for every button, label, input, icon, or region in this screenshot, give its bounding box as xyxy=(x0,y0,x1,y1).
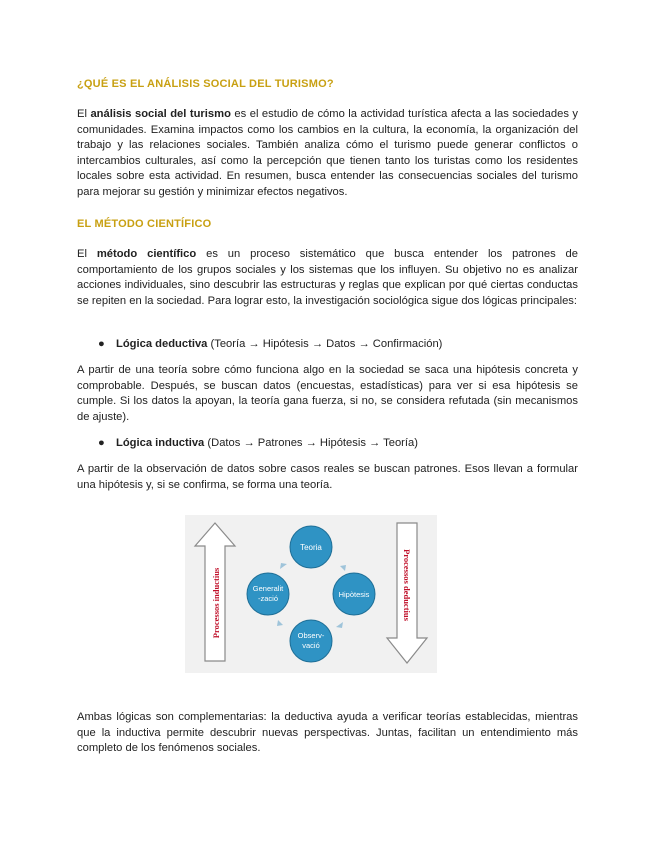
paragraph-text: es un proceso sistemático que busca entender los patrones de comportamiento de los grupos sociales y los sistemas que los influyen. Su objetivo no es analizar acciones individuales, sino descubrir las estructuras y reglas que explican por qué ciertas conductas se repiten en la sociedad. Para lograr esto, la investigación sociológica sigue dos lógicas principales: xyxy=(77,248,578,307)
cycle-arrow-icon xyxy=(277,620,283,626)
bullet-text: (Datos → Patrones → Hipótesis → Teoría) xyxy=(204,437,418,449)
node-generalitzacio xyxy=(247,573,289,615)
section-heading-analisis-social: ¿QUÉ ES EL ANÁLISIS SOCIAL DEL TURISMO? xyxy=(77,78,334,90)
bold-term: método científico xyxy=(96,248,197,260)
node-observacio xyxy=(290,620,332,662)
bold-term: análisis social del turismo xyxy=(90,108,231,120)
bullet-title: Lógica deductiva xyxy=(116,338,208,350)
scientific-method-diagram xyxy=(185,515,437,673)
cycle-arrow-icon xyxy=(336,622,343,628)
bullet-logica-inductiva xyxy=(98,436,418,452)
paragraph-closing: Ambas lógicas son complementarias: la deductiva ayuda a verificar teorías establecidas, mientras que la inductiva permite descubrir nuevas perspectivas. Juntas, facilitan un entendimiento más completo de los fenómenos sociales. xyxy=(77,711,578,755)
node-label: vació xyxy=(302,641,320,650)
paragraph-inductiva: A partir de la observación de datos sobre casos reales se buscan patrones. Esos llevan a formular una hipótesis y, si se confirma, se forma una teoría. xyxy=(77,463,578,491)
paragraph-deductiva: A partir de una teoría sobre cómo funciona algo en la sociedad se saca una hipótesis concreta y comprobable. Después, se buscan datos (encuestas, estadísticas) para ver si esa hipótesis se cumple. Si los datos la apoyan, la teoría gana fuerza, si no, se considera refutada (sin mecanismos de ajuste). xyxy=(77,364,578,423)
cycle-arrow-icon xyxy=(340,565,346,571)
paragraph-text: es el estudio de cómo la actividad turística afecta a las sociedades y comunidades. Examina impactos como los cambios en la cultura, la economía, la organización del trabajo y las relaciones sociales. También analiza cómo el turismo puede generar conflictos o intercambios culturales, así como la percepción que tienen tanto los turistas como los residentes locales sobre esta actividad. En resumen, busca entender las consecuencias sociales del turismo para mejorar su gestión y minimizar efectos negativos. xyxy=(77,108,578,198)
node-label: Observ- xyxy=(297,631,325,640)
node-teoria xyxy=(290,526,332,568)
bullet-icon: ● xyxy=(98,338,105,350)
cycle-arrow-icon xyxy=(280,563,287,569)
node-hipotesis xyxy=(333,573,375,615)
paragraph-metodo-cientifico xyxy=(77,247,578,309)
right-arrow-label: Processos deductius xyxy=(402,549,412,621)
left-arrow-label: Processos inductius xyxy=(211,567,221,639)
paragraph-analisis-social xyxy=(77,107,578,201)
bullet-icon: ● xyxy=(98,437,105,449)
diagram-svg xyxy=(185,515,437,673)
node-label: -zació xyxy=(257,594,279,603)
bullet-title: Lógica inductiva xyxy=(116,437,205,449)
section-heading-metodo-cientifico: EL MÉTODO CIENTÍFICO xyxy=(77,218,212,230)
paragraph-text: El xyxy=(77,248,97,260)
paragraph-text: El xyxy=(77,108,91,120)
node-label: Generalit xyxy=(252,584,284,593)
bullet-text: (Teoría → Hipótesis → Datos → Confirmación) xyxy=(207,338,443,350)
bullet-logica-deductiva xyxy=(98,337,442,353)
node-label: Teoria xyxy=(300,543,322,552)
node-label: Hipòtesis xyxy=(338,590,370,599)
